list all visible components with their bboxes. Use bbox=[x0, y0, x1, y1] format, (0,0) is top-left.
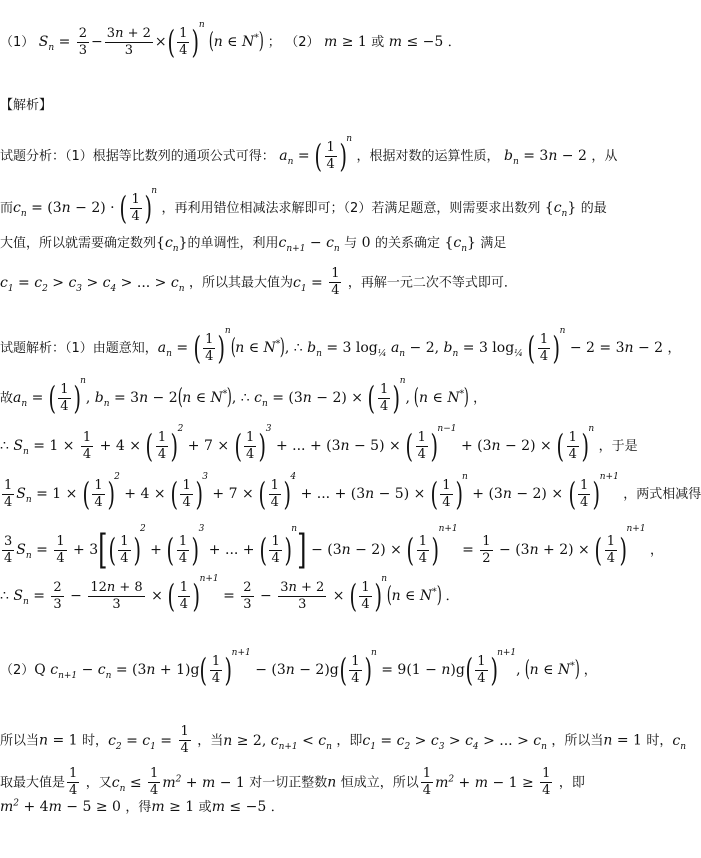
part2-label: （2） bbox=[285, 35, 320, 50]
analysis-line-2: 而$c_n = (3n - 2)$ · ( $\frac{1}{4}$ )n ，再利用错位相减法求解即可；（2）若满足题意，则需要求出数列 $\{c_n\}$ 的最 bbox=[0, 186, 607, 227]
solution-line-6: ∴ $S_n$ = $\frac{2}{3}$ − $\frac{12n + 8}{3}$ × ( $\frac{1}{4}$ )n+1 = $\frac{2}{3}$ − $\frac{3n + 2}{3}$ × ( $\frac{1}{4}$ )n(n ∈ N*) ． bbox=[0, 574, 459, 615]
part1-label: （1） bbox=[0, 35, 35, 50]
solution-line-5: $\frac{3}{4}$ $S_n$ = $\frac{1}{4}$ + 3[( $\frac{1}{4}$ )2 + ( $\frac{1}{4}$ )3 + ... + ( $\frac{1}{4}$ )n] − (3n − 2) × ( $\frac{1}{4}$ )n+1 = $\frac{1}{2}$ − (3n + 2) × ( $\frac{1}{4}$ )n+1 ， bbox=[4, 524, 664, 573]
solution-line-10: $m^2 + 4m - 5 \ge 0$ ，得m ≥ 1 或m ≤ −5 ． bbox=[0, 798, 284, 815]
solution-line-8: 所以当n = 1 时，$c_2 = c_1$ = $\frac{1}{4}$ ，当n ≥ 2, $c_{n+1} < c_n$ ，即$c_1 = c_2 > c_3 > c_4$ > ... > $c_n$ ，所以当n = 1 时，$c_n$ bbox=[0, 724, 687, 756]
analysis-line-1: 试题分析：（1）根据等比数列的通项公式可得： $a_n$ = ( $\frac{1}{4}$ )n ，根据对数的运算性质， $b_n = 3n - 2$ ，从 bbox=[0, 134, 618, 175]
solution-line-1: 试题解析：（1）由题意知，$a_n$ = ( $\frac{1}{4}$ )n(n ∈ N*), ∴ $b_n = 3$ $\log_{\frac{1}{4}} a_n - 2$, $b_n = 3$ $\log_{\frac{1}{4}}$ ( $\frac{1}{4}$ )n − 2 = 3n − 2 ， bbox=[0, 326, 681, 367]
solution-line-7: （2）Q $c_{n+1} - c_n = (3n + 1)g$( $\frac{1}{4}$ )n+1 − (3n − 2)g( $\frac{1}{4}$ )n = 9(1 − n)g( $\frac{1}{4}$ )n+1, (n ∈ N*) ， bbox=[0, 648, 597, 689]
solution-line-2: 故$a_n$ = ( $\frac{1}{4}$ )n, $b_n = 3n - 2(n$ ∈ N*), ∴ $c_n = (3n - 2)$ × ( $\frac{1}{4}$ )n, (n ∈ N*) ， bbox=[0, 376, 487, 417]
solution-line-9: 取最大值是 $\frac{1}{4}$ ，又$c_n$ ≤ $\frac{1}{4}$ $m^2 + m - 1$ 对一切正整数n 恒成立，所以 $\frac{1}{4}$ $m^2 + m - 1$ ≥ $\frac{1}{4}$ ，即 bbox=[0, 766, 585, 798]
analysis-line-3: 大值，所以就需要确定数列$\{c_n\}$的单调性，利用$c_{n+1} - c_n$ 与 0 的关系确定 $\{c_n\}$ 满足 bbox=[0, 235, 507, 254]
answer-line: （1） $S_n$ = $\frac{2}{3}$ − $\frac{3n + 2}{3}$ ×( $\frac{1}{4}$ )n (n ∈ N*) ； （2） m ≥ 1 或 m ≤ −5 ． bbox=[0, 20, 461, 61]
solution-line-4: $\frac{1}{4}$ $S_n = 1$ × ( $\frac{1}{4}$ )2 + 4 × ( $\frac{1}{4}$ )3 + 7 × ( $\frac{1}{4}$ )4 + ... + (3n − 5) × ( $\frac{1}{4}$ )n + (3n − 2) × ( $\frac{1}{4}$ )n+1 ，两式相减得 bbox=[4, 472, 701, 513]
solution-line-3: ∴ $S_n = 1$ × $\frac{1}{4}$ + 4 × ( $\frac{1}{4}$ )2 + 7 × ( $\frac{1}{4}$ )3 + ... + (3n − 5) × ( $\frac{1}{4}$ )n−1 + (3n − 2) × ( $\frac{1}{4}$ )n ，于是 bbox=[0, 424, 638, 465]
analysis-line-4: $c_1 = c_2 > c_3 > c_4$ > ... > $c_n$ ，所以其最大值为$c_1$ = $\frac{1}{4}$ ，再解一元二次不等式即可． bbox=[0, 266, 517, 298]
analysis-heading: 【解析】 bbox=[0, 98, 53, 113]
